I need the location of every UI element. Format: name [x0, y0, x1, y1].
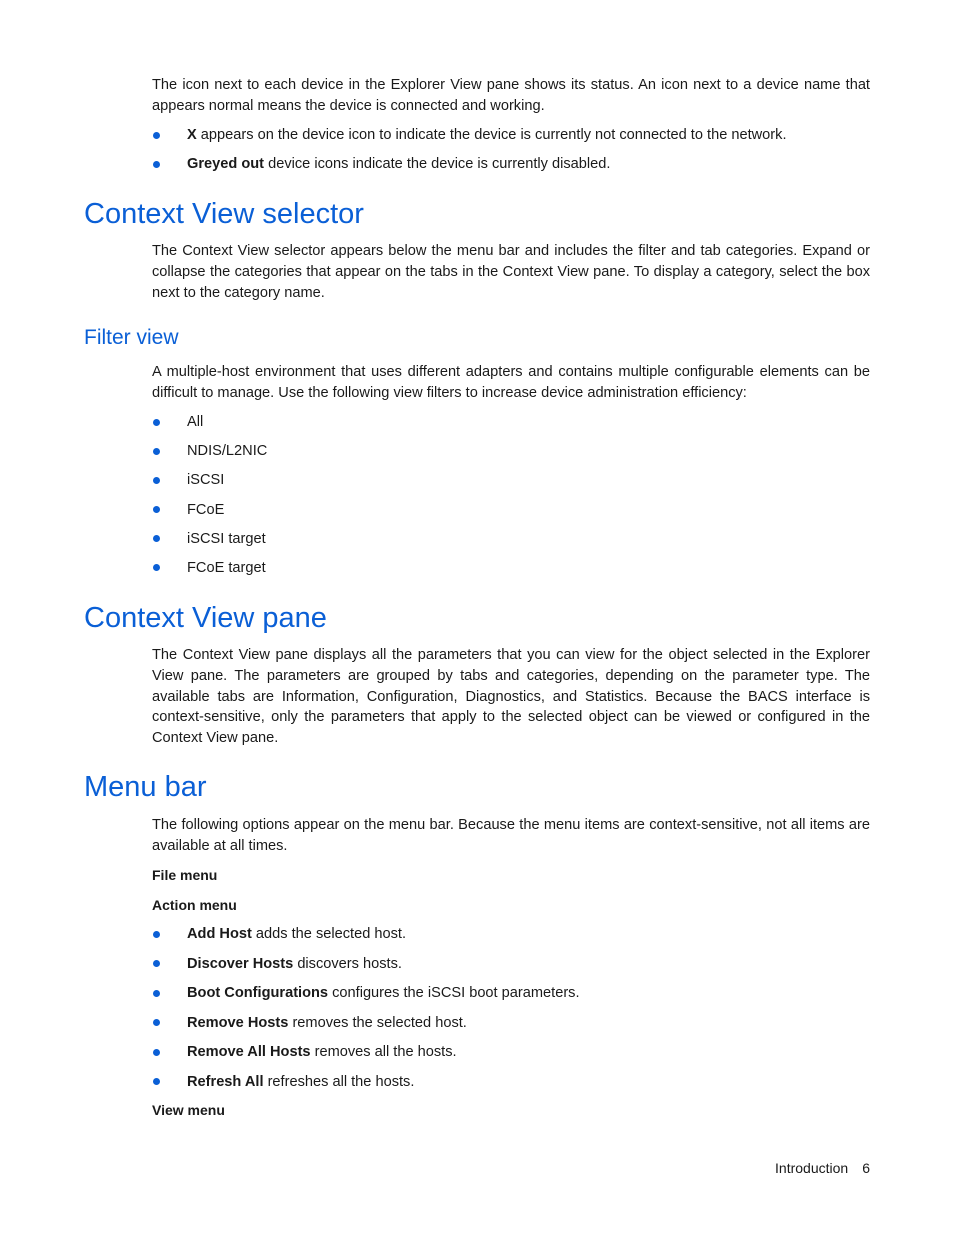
intro-paragraph: The icon next to each device in the Explorer View pane shows its status. An icon next to a device name that appears normal means the device is connected and working.: [152, 77, 870, 114]
bullet-icon: [153, 564, 160, 571]
list-item: Boot Configurations configures the iSCSI boot parameters.: [152, 983, 870, 1003]
list-item: Remove Hosts removes the selected host.: [152, 1013, 870, 1033]
bullet-icon: [153, 506, 160, 513]
filter-view-paragraph: A multiple-host environment that uses different adapters and contains multiple configurable elements can be difficult to manage. Use the following view filters to increase device administration efficiency:: [152, 364, 870, 401]
list-item: Remove All Hosts removes all the hosts.: [152, 1042, 870, 1062]
context-view-pane-paragraph: The Context View pane displays all the parameters that you can view for the object selected in the Explorer View pane. The parameters are grouped by tabs and categories, depending on the parameter type. The available tabs are Information, Configuration, Diagnostics, and Statistics. Because the BACS interface is context-sensitive, only the parameters that apply to the selected object can be viewed or configured in the Context View pane.: [152, 647, 870, 747]
bullet-icon: [153, 960, 160, 967]
list-item: Greyed out device icons indicate the device is currently disabled.: [152, 154, 870, 174]
filter-list: [152, 412, 870, 578]
bullet-icon: [153, 448, 160, 455]
list-item: FCoE target: [152, 558, 870, 578]
action-menu-label: Action menu: [152, 897, 237, 913]
action-menu-list: [152, 924, 870, 1092]
heading-filter-view: Filter view: [84, 326, 179, 349]
heading-context-view-pane: Context View pane: [84, 602, 327, 634]
menu-bar-paragraph: The following options appear on the menu bar. Because the menu items are context-sensitive, not all items are available at all times.: [152, 817, 870, 854]
bullet-icon: [153, 132, 160, 139]
view-menu-label: View menu: [152, 1102, 225, 1118]
page-number: 6: [862, 1160, 870, 1176]
bullet-icon: [153, 477, 160, 484]
bullet-icon: [153, 419, 160, 426]
list-item: X appears on the device icon to indicate the device is currently not connected to the network.: [152, 125, 870, 145]
file-menu-label: File menu: [152, 867, 218, 883]
footer-section: Introduction: [775, 1160, 849, 1176]
list-item: Refresh All refreshes all the hosts.: [152, 1072, 870, 1092]
list-item: FCoE: [152, 500, 870, 520]
heading-menu-bar: Menu bar: [84, 771, 207, 803]
list-item: All: [152, 412, 870, 432]
list-item: NDIS/L2NIC: [152, 441, 870, 461]
list-item: iSCSI target: [152, 529, 870, 549]
bullet-icon: [153, 1019, 160, 1026]
page-footer: [775, 1158, 870, 1178]
bullet-icon: [153, 535, 160, 542]
bullet-icon: [153, 1049, 160, 1056]
list-item: iSCSI: [152, 470, 870, 490]
bullet-icon: [153, 1078, 160, 1085]
list-item: Add Host adds the selected host.: [152, 924, 870, 944]
heading-context-view-selector: Context View selector: [84, 198, 364, 230]
status-bullet-list: [152, 125, 870, 174]
bullet-icon: [153, 990, 160, 997]
bullet-icon: [153, 931, 160, 938]
bullet-icon: [153, 161, 160, 168]
context-view-selector-paragraph: The Context View selector appears below the menu bar and includes the filter and tab categories. Expand or collapse the categories that appear on the tabs in the Context View pane. To display a category, select the box next to the category name.: [152, 243, 870, 301]
list-item: Discover Hosts discovers hosts.: [152, 954, 870, 974]
